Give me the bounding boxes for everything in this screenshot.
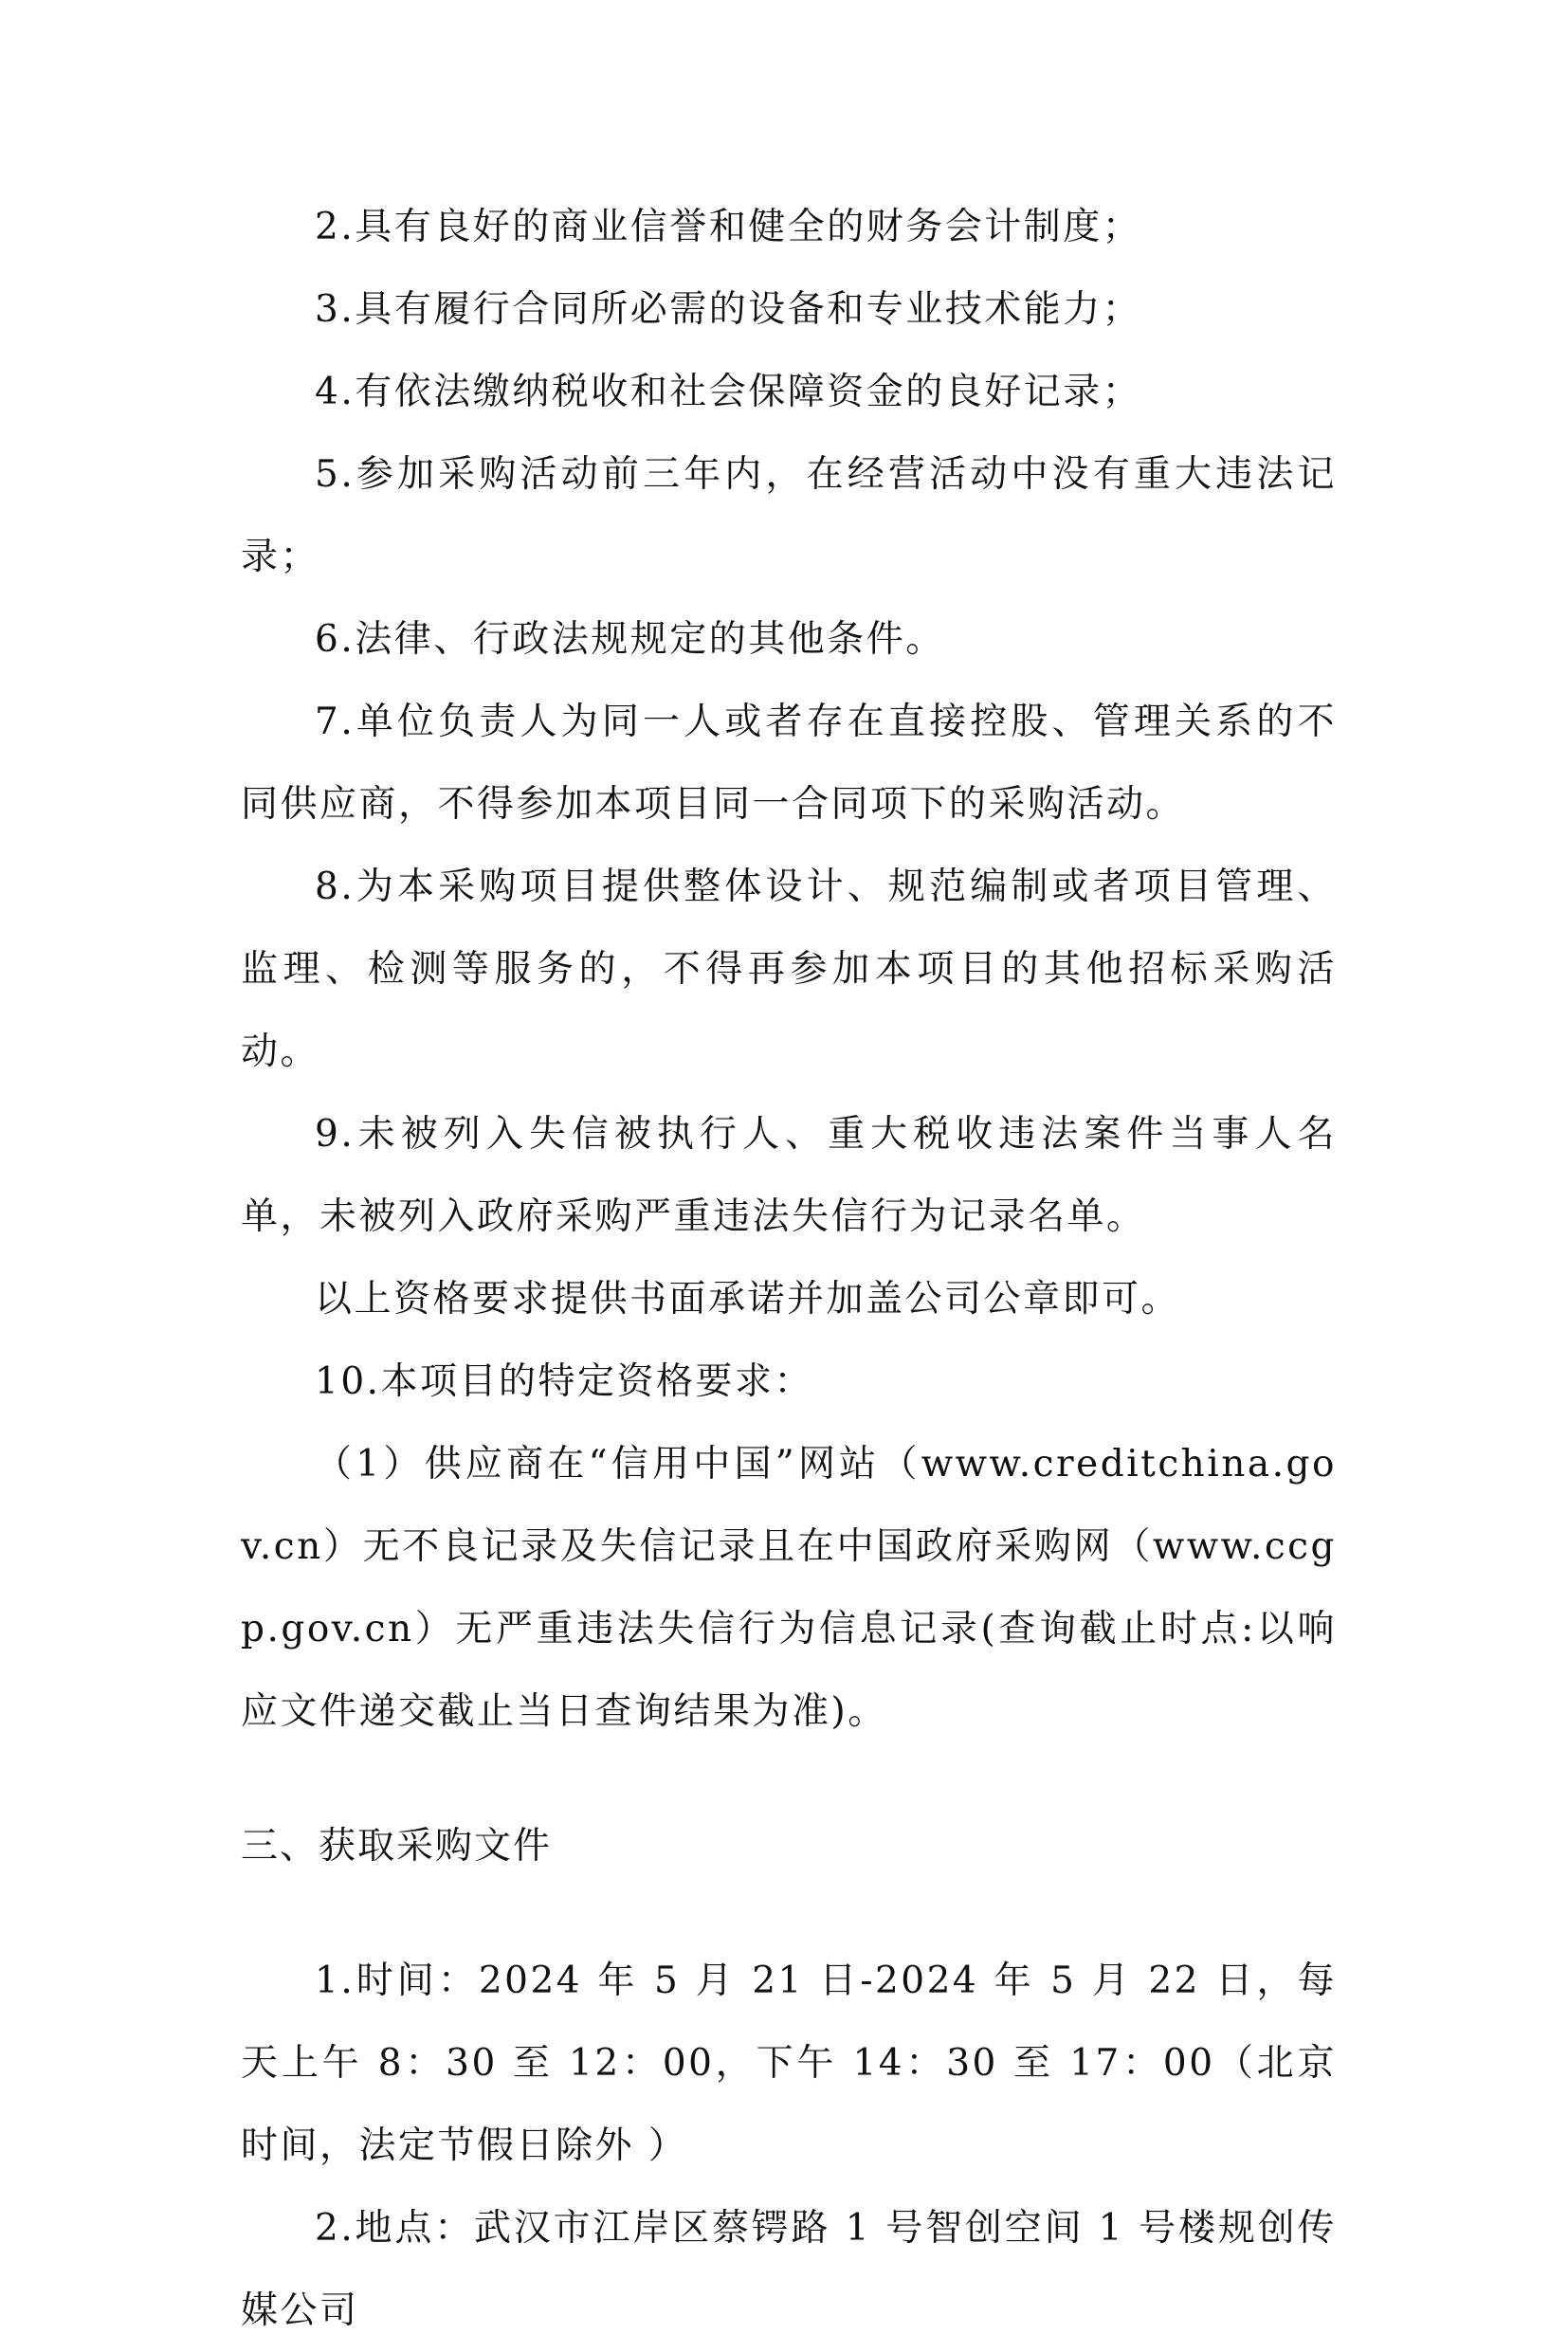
qualification-item-4: 4.有依法缴纳税收和社会保障资金的良好记录； (315, 371, 1142, 413)
document-body (241, 186, 1337, 2352)
obtain-time: 1.时间：2024 年 5 月 21 日-2024 年 5 月 22 日，每天上午 8：30 至 12：00，下午 14：30 至 17：00（北京时间，法定节假日除外 ） (241, 1960, 1337, 2167)
qualification-item-6: 6.法律、行政法规规定的其他条件。 (315, 618, 945, 661)
qualification-item-5: 5.参加采购活动前三年内，在经营活动中没有重大违法记录； (241, 453, 1337, 578)
qualification-item-3: 3.具有履行合同所必需的设备和专业技术能力； (315, 288, 1142, 331)
section-heading-obtain-documents: 三、获取采购文件 (241, 1825, 553, 1868)
obtain-location: 2.地点：武汉市江岸区蔡锷路 1 号智创空间 1 号楼规创传媒公司 (241, 2207, 1337, 2332)
qualification-item-8: 8.为本采购项目提供整体设计、规范编制或者项目管理、监理、检测等服务的，不得再参加本项目的其他招标采购活动。 (241, 866, 1337, 1073)
special-requirements-title: 10.本项目的特定资格要求： (315, 1360, 814, 1403)
qualification-item-9: 9.未被列入失信被执行人、重大税收违法案件当事人名单，未被列入政府采购严重违法失信行为记录名单。 (241, 1113, 1337, 1238)
qualification-note: 以上资格要求提供书面承诺并加盖公司公章即可。 (315, 1278, 1181, 1321)
special-requirement-item-1: （1）供应商在“信用中国”网站（www.creditchina.gov.cn）无不良记录及失信记录且在中国政府采购网（www.ccgp.gov.cn）无严重违法失信行为信息记录(查询截止时点:以响应文件递交截止当日查询结果为准)。 (241, 1443, 1337, 1733)
qualification-item-7: 7.单位负责人为同一人或者存在直接控股、管理关系的不同供应商，不得参加本项目同一合同项下的采购活动。 (241, 701, 1337, 826)
qualification-item-2: 2.具有良好的商业信誉和健全的财务会计制度； (315, 206, 1142, 248)
